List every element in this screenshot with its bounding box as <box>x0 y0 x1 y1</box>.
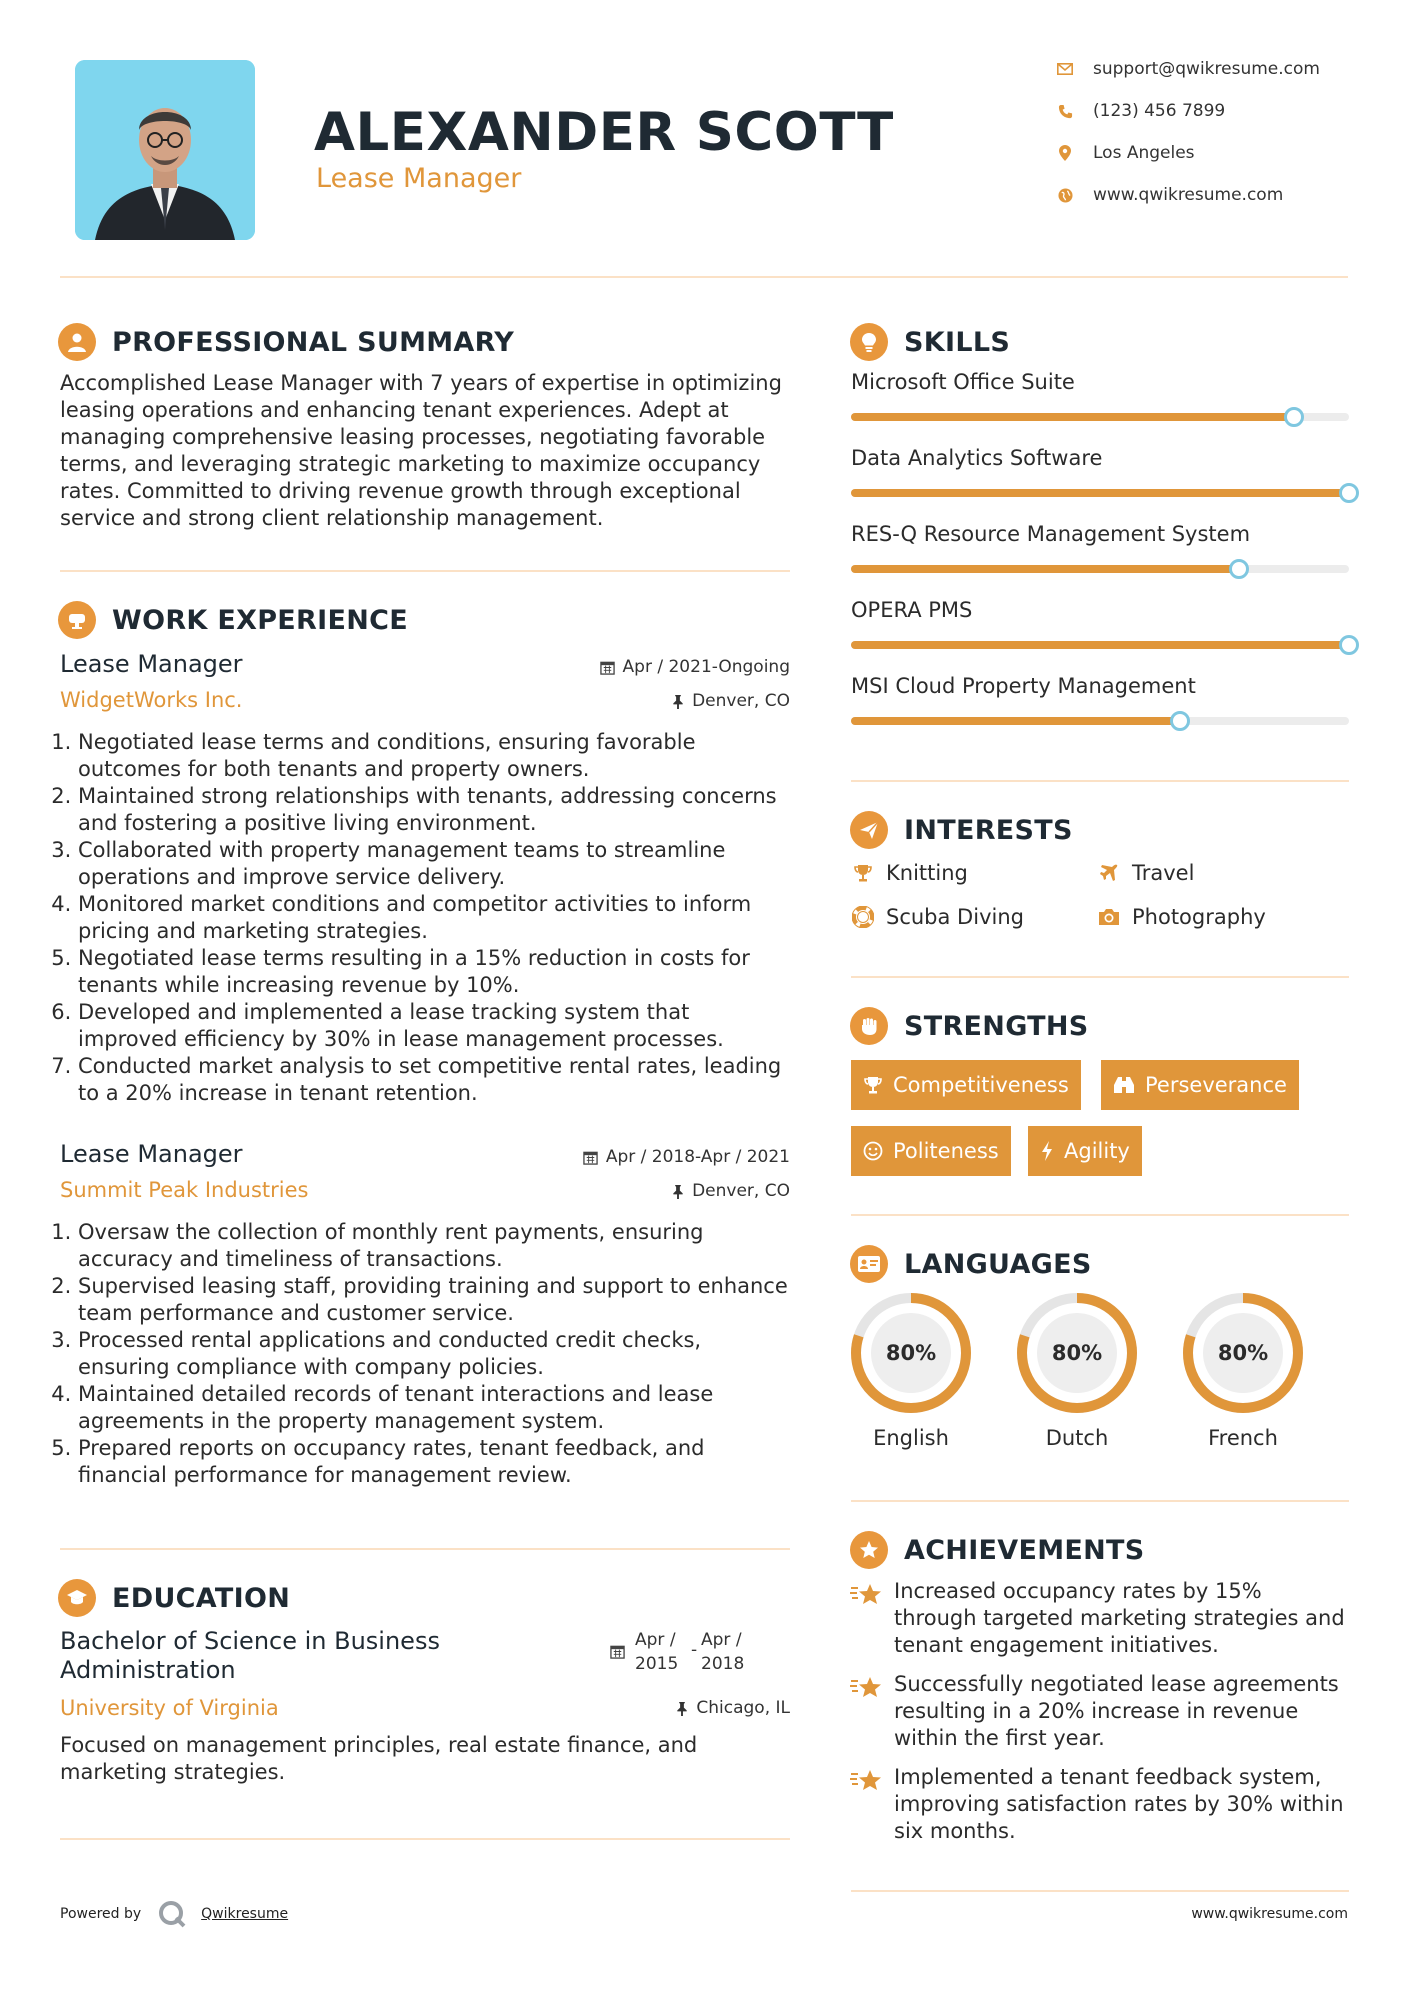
skill-bar-knob <box>1339 635 1359 655</box>
skill-bar <box>851 565 1349 573</box>
list-item: 5. Prepared reports on occupancy rates, tenant feedback, and financial performance for management review. <box>78 1435 790 1489</box>
skill-bar <box>851 717 1349 725</box>
plane-icon <box>1096 860 1122 886</box>
contact-text: (123) 456 7899 <box>1093 101 1226 121</box>
skill-bar-fill <box>851 641 1349 649</box>
job-duties-list <box>60 1219 790 1489</box>
interests-header <box>850 810 1073 850</box>
footer-powered-by <box>60 1898 288 1930</box>
skill-bar-fill <box>851 565 1239 573</box>
header-divider <box>60 276 1348 278</box>
calendar-icon <box>610 1644 625 1659</box>
job-title: Lease Manager <box>60 1140 243 1168</box>
education-location-text: Chicago, IL <box>696 1698 790 1718</box>
job-date <box>480 1147 790 1167</box>
star-icon <box>850 1578 886 1659</box>
list-item: 2. Supervised leasing staff, providing training and support to enhance team performance and customer service. <box>78 1273 790 1327</box>
degree-title: Bachelor of Science in Business Administration <box>60 1627 440 1684</box>
section-title: LANGUAGES <box>904 1248 1092 1280</box>
languages-header <box>850 1244 1092 1284</box>
contact-website[interactable] <box>1055 180 1355 210</box>
strength-tag <box>851 1060 1081 1110</box>
strengths-header <box>850 1006 1089 1046</box>
skill-bar-knob <box>1339 483 1359 503</box>
skill-label: MSI Cloud Property Management <box>851 674 1196 698</box>
section-divider <box>851 1890 1349 1892</box>
id-card-icon <box>850 1245 888 1283</box>
list-item: 2. Maintained strong relationships with tenants, addressing concerns and fostering a positive living environment. <box>78 783 790 837</box>
skill-bar-fill <box>851 717 1180 725</box>
star-badge-icon <box>850 1531 888 1569</box>
graduation-cap-icon <box>58 1579 96 1617</box>
skill-item <box>851 522 1349 598</box>
language-donut <box>1016 1292 1138 1414</box>
section-title: ACHIEVEMENTS <box>904 1534 1145 1566</box>
strength-tag <box>851 1126 1011 1176</box>
school-name: University of Virginia <box>60 1696 279 1720</box>
contact-text: www.qwikresume.com <box>1093 185 1284 205</box>
strength-label: Competitiveness <box>893 1073 1069 1097</box>
section-divider <box>851 1214 1349 1216</box>
skill-label: Data Analytics Software <box>851 446 1103 470</box>
section-divider <box>851 1500 1349 1502</box>
summary-header <box>58 322 514 362</box>
qwikresume-logo-icon <box>157 1899 187 1929</box>
section-divider <box>60 570 790 572</box>
pushpin-icon <box>672 694 684 709</box>
star-icon <box>850 1671 886 1752</box>
job-date-text: Apr / 2018-Apr / 2021 <box>605 1147 790 1167</box>
skill-bar-fill <box>851 489 1349 497</box>
profile-photo <box>75 60 255 240</box>
skill-label: OPERA PMS <box>851 598 973 622</box>
skill-label: Microsoft Office Suite <box>851 370 1075 394</box>
achievement-item <box>850 1578 1350 1659</box>
lightbulb-icon <box>850 323 888 361</box>
language-donut <box>1182 1292 1304 1414</box>
interest-label: Knitting <box>886 861 968 885</box>
job-location <box>480 691 790 711</box>
education-date-start: Apr / 2015 <box>635 1630 679 1674</box>
list-item: 3. Processed rental applications and conducted credit checks, ensuring compliance with company policies. <box>78 1327 790 1381</box>
achievement-text: Successfully negotiated lease agreements resulting in a 20% increase in revenue within the first year. <box>894 1672 1339 1750</box>
map-pin-icon <box>1055 143 1075 163</box>
globe-icon <box>1055 185 1075 205</box>
list-item: 4. Monitored market conditions and competitor activities to inform pricing and marketing strategies. <box>78 891 790 945</box>
education-description: Focused on management principles, real estate finance, and marketing strategies. <box>60 1733 698 1784</box>
company-name: WidgetWorks Inc. <box>60 688 243 712</box>
section-title: EDUCATION <box>112 1582 291 1614</box>
pushpin-icon <box>672 1184 684 1199</box>
list-item: 6. Developed and implemented a lease tracking system that improved efficiency by 30% in lease management processes. <box>78 999 790 1053</box>
education-date <box>610 1628 790 1676</box>
skill-label: RES-Q Resource Management System <box>851 522 1251 546</box>
language-percent: 80% <box>1217 1341 1269 1365</box>
section-title: WORK EXPERIENCE <box>112 604 408 636</box>
achievement-item <box>850 1671 1350 1752</box>
language-label: French <box>1208 1426 1278 1450</box>
section-title: PROFESSIONAL SUMMARY <box>112 326 515 358</box>
skill-bar-knob <box>1284 407 1304 427</box>
contact-email[interactable] <box>1055 54 1355 84</box>
skill-item <box>851 598 1349 674</box>
interest-item <box>1096 858 1194 888</box>
interest-item <box>1096 902 1266 932</box>
education-location <box>480 1698 790 1718</box>
strength-tag <box>1028 1126 1142 1176</box>
company-name: Summit Peak Industries <box>60 1178 309 1202</box>
paper-plane-icon <box>850 811 888 849</box>
skill-bar-fill <box>851 413 1294 421</box>
skill-bar-knob <box>1229 559 1249 579</box>
contact-location <box>1055 138 1355 168</box>
achievements-list <box>850 1578 1350 1845</box>
binoculars-icon <box>1113 1075 1135 1095</box>
language-item <box>850 1292 990 1450</box>
briefcase-icon <box>58 601 96 639</box>
fist-icon <box>850 1007 888 1045</box>
job-location-text: Denver, CO <box>692 691 790 711</box>
smile-icon <box>863 1141 883 1161</box>
trophy-icon <box>863 1075 883 1095</box>
language-label: Dutch <box>1045 1426 1109 1450</box>
skill-bar <box>851 413 1349 421</box>
strength-label: Agility <box>1064 1139 1130 1163</box>
language-percent: 80% <box>1051 1341 1103 1365</box>
language-donut <box>850 1292 972 1414</box>
skill-item <box>851 674 1349 750</box>
interest-item <box>850 902 1024 932</box>
section-title: INTERESTS <box>904 814 1073 846</box>
language-item <box>1182 1292 1322 1450</box>
strength-tag <box>1101 1060 1299 1110</box>
skill-item <box>851 446 1349 522</box>
camera-icon <box>1096 904 1122 930</box>
summary-text: Accomplished Lease Manager with 7 years of expertise in optimizing leasing operations and enhancing tenant experiences. Adept at managing comprehensive leasing processes, negotiating favorable terms, and leveraging strategic marketing to maximize occupancy rates. Committed to driving revenue growth through exceptional service and strong client relationship management. <box>60 371 782 530</box>
section-divider <box>60 1548 790 1550</box>
strength-label: Perseverance <box>1145 1073 1287 1097</box>
footer-url[interactable]: www.qwikresume.com <box>1191 1906 1348 1922</box>
section-title: STRENGTHS <box>904 1010 1089 1042</box>
work-header <box>58 600 408 640</box>
job-date-text: Apr / 2021-Ongoing <box>622 657 790 677</box>
skills-header <box>850 322 1010 362</box>
education-date-end: Apr / 2018 <box>701 1630 745 1674</box>
candidate-name: ALEXANDER SCOTT <box>314 102 894 163</box>
language-percent: 80% <box>885 1341 937 1365</box>
job-duties-list <box>60 729 790 1107</box>
job-location-text: Denver, CO <box>692 1181 790 1201</box>
education-header <box>58 1578 290 1618</box>
envelope-icon <box>1055 59 1075 79</box>
skills-list <box>851 370 1349 750</box>
interest-label: Travel <box>1132 861 1195 885</box>
contact-text: Los Angeles <box>1093 143 1195 163</box>
section-divider <box>851 780 1349 782</box>
language-item <box>1016 1292 1156 1450</box>
contact-text: support@qwikresume.com <box>1093 59 1320 79</box>
list-item: 3. Collaborated with property management teams to streamline operations and improve service delivery. <box>78 837 790 891</box>
pushpin-icon <box>676 1701 688 1716</box>
star-icon <box>850 1764 886 1845</box>
list-item: 1. Negotiated lease terms and conditions, ensuring favorable outcomes for both tenants and property owners. <box>78 729 790 783</box>
life-ring-icon <box>850 904 876 930</box>
user-icon <box>58 323 96 361</box>
job-title: Lease Manager <box>60 650 243 678</box>
interest-label: Scuba Diving <box>886 905 1024 929</box>
achievement-item <box>850 1764 1350 1845</box>
strength-label: Politeness <box>893 1139 999 1163</box>
list-item: 1. Oversaw the collection of monthly rent payments, ensuring accuracy and timeliness of transactions. <box>78 1219 790 1273</box>
calendar-icon <box>583 1150 598 1165</box>
calendar-icon <box>600 660 615 675</box>
skill-bar <box>851 489 1349 497</box>
candidate-role: Lease Manager <box>316 163 522 194</box>
list-item: 7. Conducted market analysis to set competitive rental rates, leading to a 20% increase in tenant retention. <box>78 1053 790 1107</box>
language-label: English <box>873 1426 949 1450</box>
job-date <box>480 657 790 677</box>
achievements-header <box>850 1530 1145 1570</box>
bolt-icon <box>1040 1140 1054 1162</box>
skill-item <box>851 370 1349 446</box>
interest-label: Photography <box>1132 905 1266 929</box>
skill-bar-knob <box>1170 711 1190 731</box>
list-item: 4. Maintained detailed records of tenant interactions and lease agreements in the property management system. <box>78 1381 790 1435</box>
skill-bar <box>851 641 1349 649</box>
achievement-text: Increased occupancy rates by 15% through targeted marketing strategies and tenant engagement initiatives. <box>894 1579 1345 1657</box>
achievement-text: Implemented a tenant feedback system, improving satisfaction rates by 30% within six months. <box>894 1765 1344 1843</box>
list-item: 5. Negotiated lease terms resulting in a 15% reduction in costs for tenants while increasing revenue by 10%. <box>78 945 790 999</box>
phone-icon <box>1055 101 1075 121</box>
section-divider <box>851 976 1349 978</box>
interest-item <box>850 858 968 888</box>
contact-phone[interactable] <box>1055 96 1355 126</box>
job-location <box>480 1181 790 1201</box>
education-date-separator: - <box>691 1640 698 1660</box>
trophy-icon <box>850 860 876 886</box>
powered-by-text: Powered by <box>60 1906 142 1922</box>
section-divider <box>60 1838 790 1840</box>
section-title: SKILLS <box>904 326 1011 358</box>
qwikresume-link[interactable]: Qwikresume <box>201 1906 289 1922</box>
